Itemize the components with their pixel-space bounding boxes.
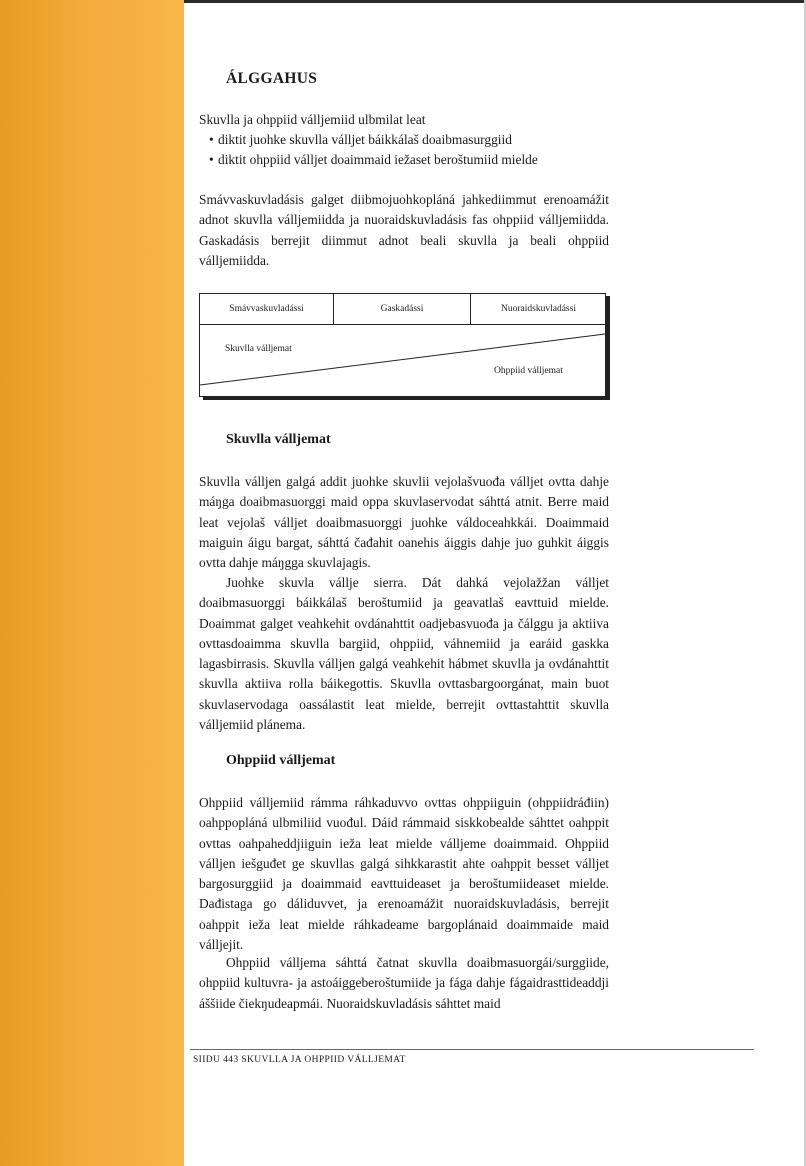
level-diagram [199, 293, 607, 399]
page-title: ÁLGGAHUS [226, 70, 318, 87]
school-paragraph-1: Skuvlla válljen galgá addit juohke skuvlii vejolašvuođa válljet ovtta dahje máŋga doaibmasuorggi maid oppa skuvlaservodat sáhttá atnit. Berre maid leat vejolaš válljet doaibmasuorggi juohke váldoceahkkái. Doaimmaid maiguin áigu bargat, sáhttá čađahit oanehis áiggis dahje juo guhkit áiggis ovtta dahje máŋgga skuvlajagis. [199, 474, 609, 571]
levels-paragraph: Smávvaskuvladásis galget diibmojuohkopláná jahkediimmut erenoamážit adnot skuvlla válljemiidda ja nuoraidskuvladásis fas ohppiid válljemiidda. Gaskadásis berrejit diimmut adnot beali skuvlla ja beali ohppiid válljemiidda. [199, 192, 609, 268]
side-color-band [0, 0, 184, 1166]
diagram-frame [199, 293, 606, 397]
label-school-choice: Skuvlla válljemat [225, 344, 292, 354]
goal-list [199, 130, 609, 171]
list-item: • diktit juohke skuvlla válljet báikkálaš doaibmasurggiid [209, 132, 512, 147]
school-paragraph-2: Juohke skuvla vállje sierra. Dát dahká vejolažžan válljet doaibmasuorggi báikkálaš beroštumiid ja geavatlaš eavttuid mielde. Doaimmat galget veahkehit ovdánahttit oadjebasvuođa ja čálggu ja aktiiva ovttasdoaimma skuvlla bargiid, ohppiid, váhnemiid ja earáid gaskka lagasbirrasis. Skuvlla válljen galgá veahkehit hábmet skuvlla ja ovdánahttit skuvlla aktiiva rolla báikegottis. Skuvlla ovttasbargoorgánat, main buot skuvlaservodaga oassálastit leat mielde, berrejit ovttastahttit skuvlla válljemiid plánema. [199, 575, 609, 733]
heading-pupil-choice: Ohppiid válljemat [226, 753, 336, 768]
column-small-school: Smávvaskuvladássi [229, 304, 304, 314]
pupil-paragraph-1: Ohppiid válljemiid rámma ráhkaduvvo ovttas ohppiiguin (ohppiidráđiin) oahppopláná ulbmiliid vuođul. Dáid rámmaid siskkobealde sáhttet oahppit ovttas oahpaheddjiiguin ieža leat mielde válljeme doaimmaid. Ohppiid válljen iešguđet ge skuvllas galgá sihkkarastit ahte oahppit besset válljet bargosurggiid ja doaimmaid eavttuideaset ja beroštumiideaset mielde. Dađistaga go dáliduvvet, ja erenoamážit nuoraidskuvladásis, berrejit oahppit ieža leat mielde ráhkadeame bargoplánaid doaimmaide maid válljejit. [199, 795, 609, 953]
page-footer: SIIDU 443 SKUVLLA JA OHPPIID VÁLLJEMAT [193, 1055, 406, 1065]
list-item: • diktit ohppiid válljet doaimmaid iežaset beroštumiid mielde [209, 152, 538, 168]
column-middle: Gaskadássi [380, 304, 424, 314]
column-youth-school: Nuoraidskuvladássi [501, 304, 576, 314]
label-pupil-choice: Ohppiid válljemat [494, 366, 563, 376]
footer-rule [190, 1049, 754, 1050]
intro-line: Skuvlla ja ohppiid válljemiid ulbmilat leat [199, 112, 426, 127]
heading-school-choice: Skuvlla válljemat [226, 432, 331, 447]
pupil-paragraph-2: Ohppiid válljema sáhttá čatnat skuvlla doaibmasuorgái/surggiide, ohppiid kultuvra- ja astoáiggeberoštumiide ja fága dahje fágaidrasttideaddji áššiide čiekŋudeapmái. Nuoraidskuvladásis sáhttet maid [199, 955, 609, 1011]
